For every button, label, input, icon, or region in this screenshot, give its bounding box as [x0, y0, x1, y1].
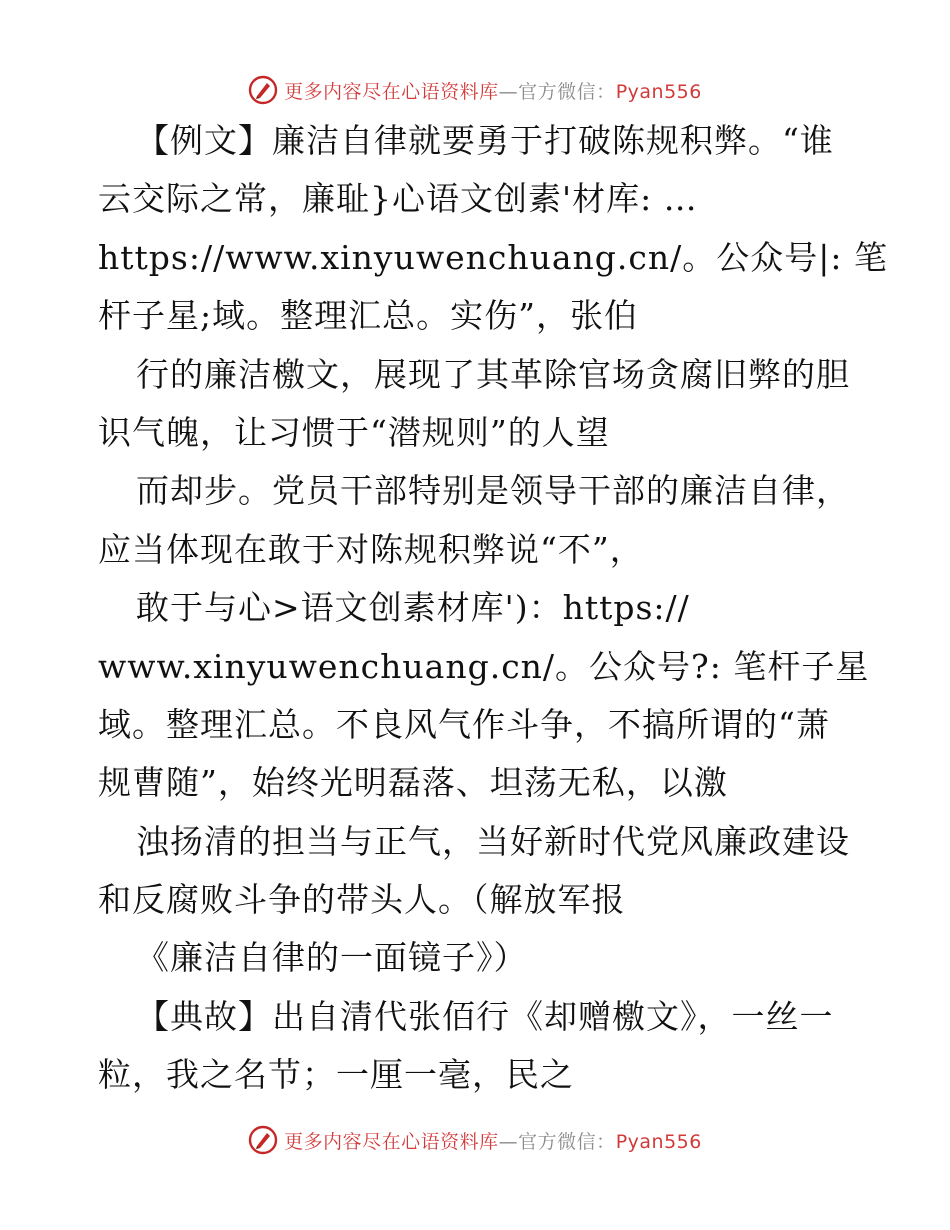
text-line: 而却步。党员干部特别是领导干部的廉洁自律，	[136, 471, 850, 511]
body-paragraphs	[98, 112, 888, 1105]
text-line: 域。整理汇总。不良风气作斗争，不搞所谓的“萧	[98, 704, 830, 744]
banner-main-text: 更多内容尽在心语资料库	[284, 1130, 499, 1153]
text-line: 【典故】出自清代张佰行《却赠檄文》，一丝一	[136, 996, 834, 1036]
banner-dash-text: —官方微信：	[498, 80, 616, 103]
banner-dash-text: —官方微信：	[498, 1130, 616, 1153]
text-line: 行的廉洁檄文，展现了其革除官场贪腐旧弊的胆	[136, 354, 850, 394]
text-line: www.xinyuwenchuang.cn/。公众号?: 笔杆子星	[98, 646, 870, 686]
text-line: 敢于与心>语文创素材库')：https://	[136, 588, 690, 628]
text-line: 和反腐败斗争的带头人。（解放军报	[98, 880, 626, 920]
text-line: 《廉洁自律的一面镜子》）	[136, 938, 528, 978]
banner-text	[284, 1127, 702, 1154]
text-line: 云交际之常，廉耻}心语文创素'材库: …	[98, 179, 698, 219]
footer-banner	[0, 1122, 950, 1158]
text-line: 杆子星;域。整理汇总。实伤”，张伯	[98, 296, 638, 336]
pen-logo-icon	[248, 1125, 278, 1155]
header-banner	[0, 72, 950, 108]
text-line: 【例文】廉洁自律就要勇于打破陈规积弊。“谁	[136, 121, 834, 160]
text-line: https://www.xinyuwenchuang.cn/。公众号|: 笔	[98, 237, 888, 277]
text-line: 识气魄，让习惯于“潜规则”的人望	[98, 412, 610, 452]
banner-handle-text: Pyan556	[615, 80, 702, 103]
banner-text	[284, 77, 702, 104]
banner-handle-text: Pyan556	[615, 1130, 702, 1153]
text-line: 规曹随”，始终光明磊落、坦荡无私，以激	[98, 763, 728, 803]
text-line: 浊扬清的担当与正气，当好新时代党风廉政建设	[136, 821, 850, 861]
banner-main-text: 更多内容尽在心语资料库	[284, 80, 499, 103]
pen-logo-icon	[248, 75, 278, 105]
text-line: 应当体现在敢于对陈规积弊说“不”，	[98, 529, 644, 569]
text-line: 粒，我之名节；一厘一毫，民之	[98, 1055, 574, 1095]
